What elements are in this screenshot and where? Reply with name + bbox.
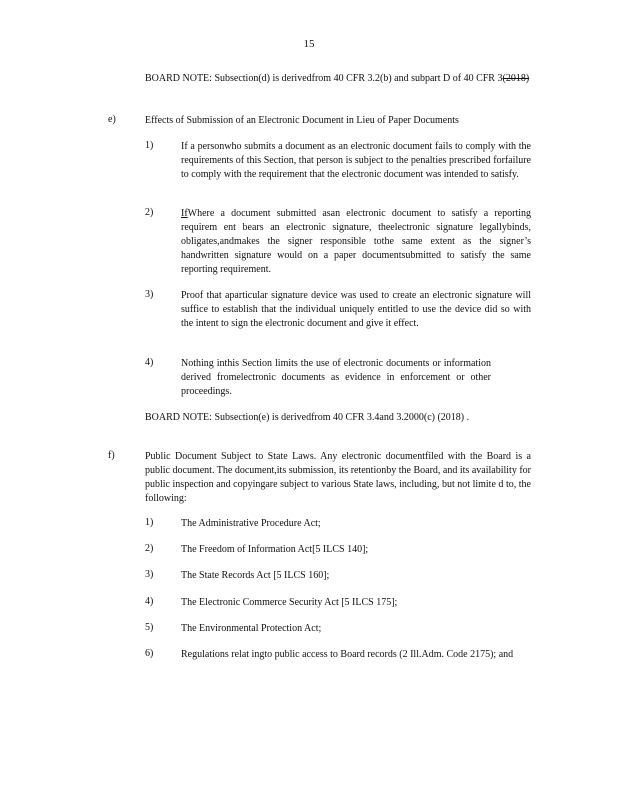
list-item: Regulations relat ingto public access to Board records (2 Ill.Adm. Code 2175); and bbox=[181, 649, 514, 660]
list-item: The State Records Act [5 ILCS 160]; bbox=[181, 570, 330, 581]
item-number: 1) bbox=[145, 517, 154, 528]
list-item: Nothing inthis Section limits the use of electronic documents or information derived fromelectronic documents as evidence in enforcement or other proceedings. bbox=[181, 358, 491, 397]
item-number: 6) bbox=[145, 648, 154, 659]
underlined-text: If bbox=[181, 208, 188, 219]
list-item bbox=[181, 207, 531, 277]
list-item: The Freedom of Information Act[5 ILCS 140]; bbox=[181, 544, 369, 555]
item-number: 2) bbox=[145, 207, 154, 218]
struck-text: (2018) bbox=[502, 73, 530, 84]
item-number: 4) bbox=[145, 596, 154, 607]
item-number: 3) bbox=[145, 569, 154, 580]
list-item: If a personwho submits a document as an electronic document fails to comply with the requirements of this Section, that person is subject to the penalties prescribed forfailure to comply with the requirement that the electronic document was intended to satisfy. bbox=[181, 141, 531, 180]
list-item-text: Where a document submitted asan electronic document to satisfy a reporting requirem ent bears an electronic signature, theelectronic signature legallybinds, obligates,andmakes the signer responsible tothe same extent as the signer’s handwritten signature would on a paper documentsubmitted to satisfy the same reporting requirement. bbox=[181, 208, 531, 275]
page-number: 15 bbox=[303, 38, 315, 50]
list-item: The Electronic Commerce Security Act [5 ILCS 175]; bbox=[181, 597, 398, 608]
section-f-label: f) bbox=[108, 450, 115, 461]
board-note-d bbox=[145, 72, 530, 86]
list-item: Proof that aparticular signature device was used to create an electronic signature will suffice to establish that the individual uniquely entitled to use the device did so with the intent to sign the electronic document and give it effect. bbox=[181, 290, 531, 329]
item-number: 5) bbox=[145, 622, 154, 633]
section-e-heading: Effects of Submission of an Electronic Document in Lieu of Paper Documents bbox=[145, 115, 459, 126]
section-f-text: Public Document Subject to State Laws. Any electronic documentfiled with the Board is a public document. The document,its submission, its retentionby the Board, and its availability for public inspection and copyingare subject to various State laws, including, but not limite d to, the following: bbox=[145, 451, 531, 504]
list-item: The Environmental Protection Act; bbox=[181, 623, 322, 634]
section-e-label: e) bbox=[108, 114, 116, 125]
board-note-d-text: BOARD NOTE: Subsection(d) is derivedfrom 40 CFR 3.2(b) and subpart D of 40 CFR 3 bbox=[145, 73, 503, 84]
list-item: The Administrative Procedure Act; bbox=[181, 518, 321, 529]
board-note-e: BOARD NOTE: Subsection(e) is derivedfrom 40 CFR 3.4and 3.2000(c) (2018) . bbox=[145, 412, 470, 423]
item-number: 1) bbox=[145, 140, 154, 151]
item-number: 2) bbox=[145, 543, 154, 554]
item-number: 4) bbox=[145, 357, 154, 368]
item-number: 3) bbox=[145, 289, 154, 300]
